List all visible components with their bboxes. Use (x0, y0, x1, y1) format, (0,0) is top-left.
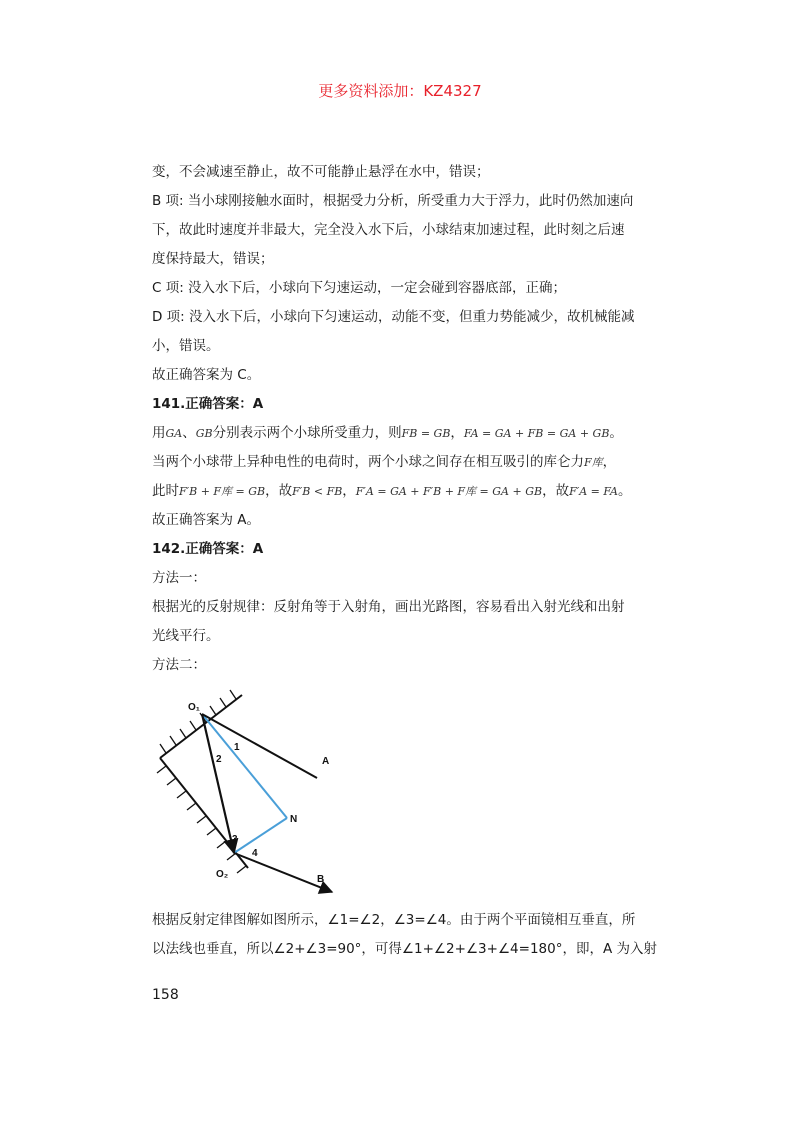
method2-title: 方法二： (152, 657, 206, 673)
method1-text: 光线平行。 (152, 628, 220, 644)
answer-heading-141: 141.正确答案：A (152, 396, 264, 412)
text-fragment: 此时 (152, 483, 179, 499)
formula-GB: GB (195, 427, 213, 440)
header-watermark: 更多资料添加：KZ4327 (318, 82, 482, 100)
label-N: N (290, 814, 298, 825)
text-fragment: ，故 (265, 483, 293, 499)
text-line: D 项: 没入水下后，小球向下匀速运动，动能不变，但重力势能减少，故机械能减 (152, 309, 635, 325)
formula-eq6: F′A = FA (569, 485, 618, 498)
label-angle-4: 4 (252, 848, 258, 859)
text-line: B 项: 当小球刚接触水面时，根据受力分析，所受重力大于浮力，此时仍然加速向 (152, 193, 634, 209)
text-line: C 项: 没入水下后，小球向下匀速运动，一定会碰到容器底部，正确； (152, 280, 567, 296)
text-fragment: ，故 (542, 483, 570, 499)
text-line: 根据反射定律图解如图所示，∠1=∠2，∠3=∠4。由于两个平面镜相互垂直，所 (152, 912, 636, 928)
formula-eq4: F′B < FB (292, 485, 343, 498)
method1-text: 根据光的反射规律：反射角等于入射角，画出光路图，容易看出入射光线和出射 (152, 599, 625, 615)
text-fragment: 。 (609, 425, 623, 441)
method1-title: 方法一： (152, 570, 206, 586)
normal-lines (202, 714, 287, 853)
formula-eq3: F′B + F库 = GB (179, 485, 266, 498)
text-fragment: 用 (152, 425, 166, 441)
text-fragment: 。 (618, 483, 632, 499)
reflection-diagram (152, 682, 352, 894)
mirror-2 (157, 758, 248, 873)
light-rays (202, 714, 332, 892)
label-angle-3: 3 (232, 834, 238, 845)
text-line-141-1 (152, 419, 652, 448)
page-number: 158 (152, 987, 179, 1003)
text-fragment: 当两个小球带上异种电性的电荷时，两个小球之间存在相互吸引的库仑力 (152, 454, 584, 470)
formula-F-ku: F库 (584, 456, 603, 469)
text-line: 故正确答案为 C。 (152, 367, 261, 383)
formula-eq2: FA = GA + FB = GA + GB (463, 427, 610, 440)
label-angle-1: 1 (234, 742, 240, 753)
text-line-141-3 (152, 477, 652, 506)
formula-eq5: F′A = GA + F′B + F库 = GA + GB (355, 485, 543, 498)
document-body (152, 158, 652, 680)
text-line: 下，故此时速度并非最大，完全没入水下后，小球结束加速过程，此时刻之后速 (152, 222, 625, 238)
formula-GA: GA (165, 427, 183, 440)
text-line: 变，不会减速至静止，故不可能静止悬浮在水中，错误； (152, 164, 490, 180)
text-fragment: ， (602, 454, 617, 470)
document-body-after (152, 906, 657, 964)
text-fragment: ， (342, 483, 356, 499)
label-O2: O₂ (216, 869, 229, 880)
conclusion-141: 故正确答案为 A。 (152, 512, 261, 528)
label-O1: O₁ (188, 702, 200, 713)
text-line-141-2 (152, 448, 652, 477)
text-fragment: 、 (182, 425, 196, 441)
answer-heading-142: 142.正确答案：A (152, 541, 264, 557)
text-line: 小，错误。 (152, 338, 220, 354)
text-fragment: 分别表示两个小球所受重力，则 (212, 425, 402, 441)
text-fragment: ， (450, 425, 464, 441)
label-B: B (317, 874, 325, 885)
formula-eq1: FB = GB (401, 427, 451, 440)
label-A: A (322, 756, 330, 767)
label-angle-2: 2 (216, 754, 222, 765)
text-line: 度保持最大，错误； (152, 251, 274, 267)
text-line: 以法线也垂直，所以∠2+∠3=90°，可得∠1+∠2+∠3+∠4=180°，即，A 为入射 (152, 941, 657, 957)
